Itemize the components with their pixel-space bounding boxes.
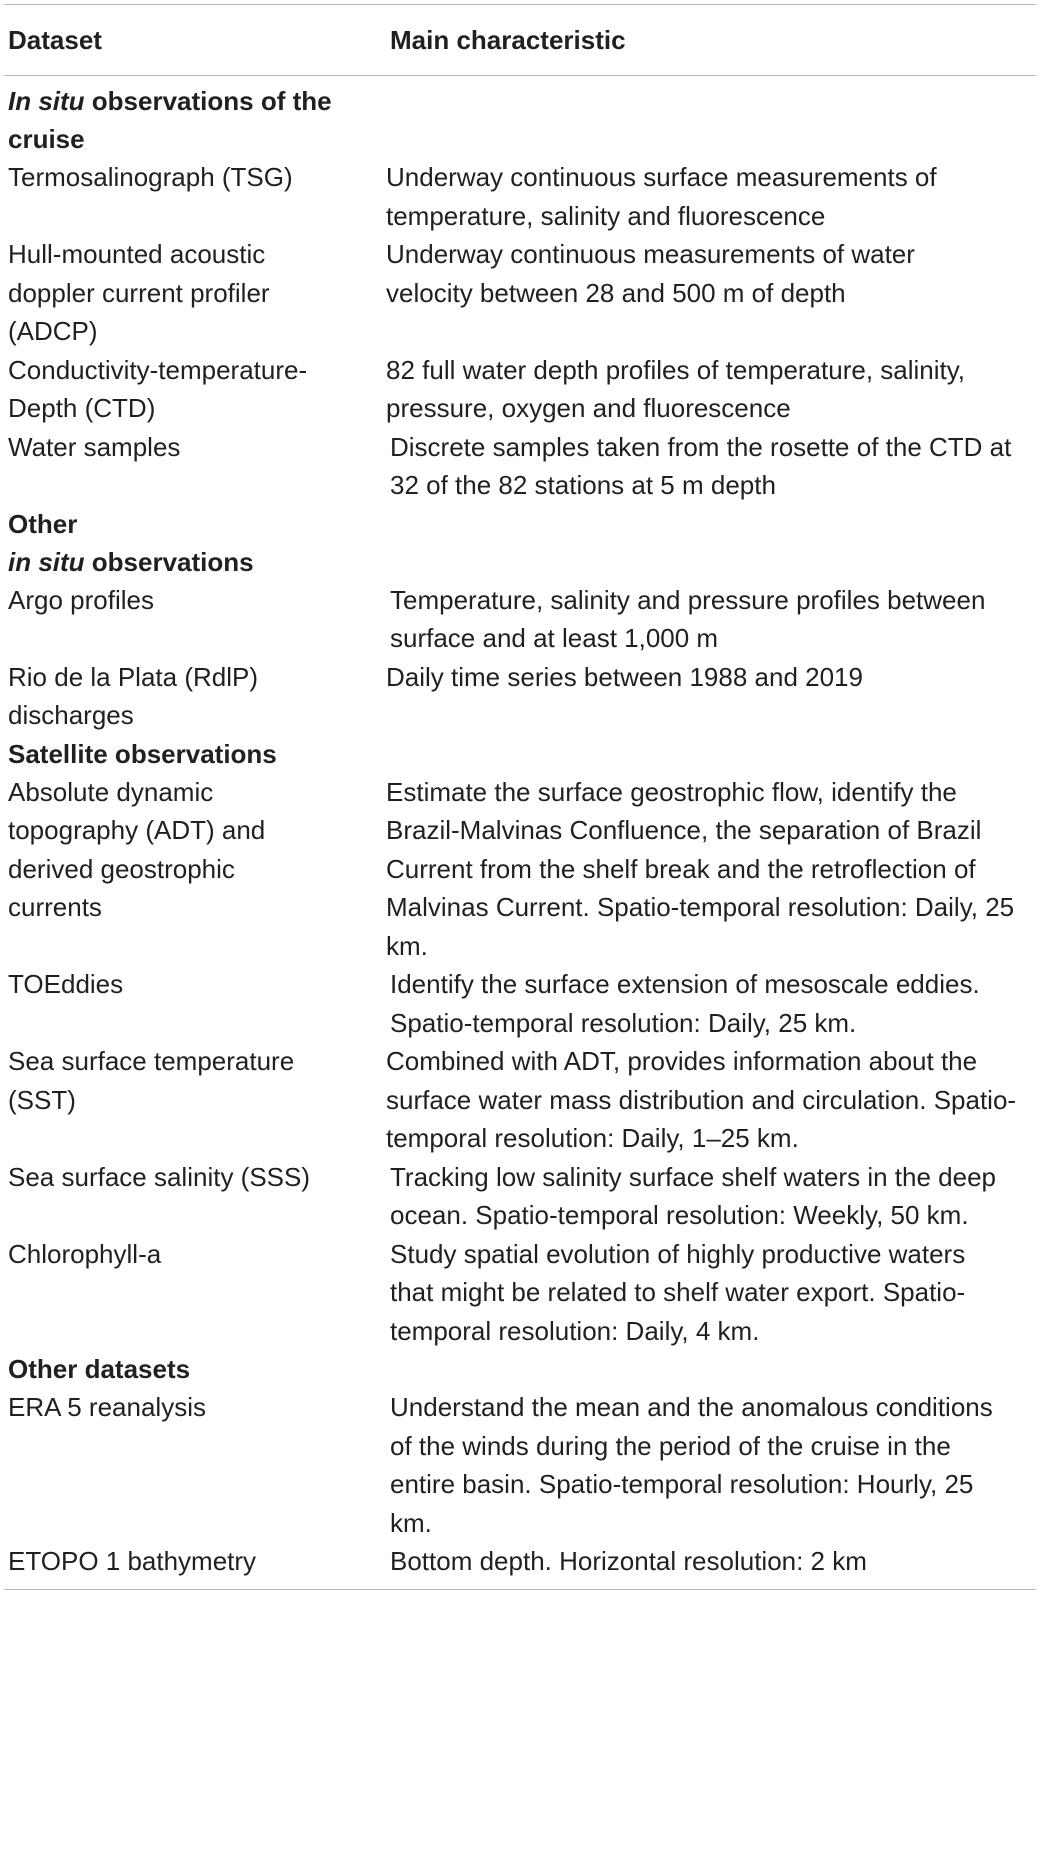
table-row [4, 1042, 1036, 1158]
cell-characteristic: Daily time series between 1988 and 2019 [386, 661, 863, 692]
table-row [4, 773, 1036, 966]
table-body [4, 76, 1036, 1589]
table-row [4, 1388, 1036, 1542]
section-title: Satellite observations [8, 738, 277, 769]
cell-dataset: Termosalinograph (TSG) [8, 162, 293, 192]
section-title-italic: in situ [8, 546, 85, 577]
cell-dataset: Sea surface salinity (SSS) [8, 1161, 311, 1192]
cell-dataset: Conductivity-temperature-Depth (CTD) [8, 354, 308, 423]
table-row [4, 965, 1036, 1042]
bottom-rule [4, 1589, 1036, 1590]
cell-dataset: Sea surface temperature (SST) [8, 1046, 295, 1115]
cell-dataset: ETOPO 1 bathymetry [8, 1546, 257, 1576]
cell-dataset: Chlorophyll-a [8, 1238, 162, 1269]
table-row [4, 658, 1036, 735]
section-heading [4, 505, 1036, 581]
cell-characteristic: Tracking low salinity surface shelf waters in the deep ocean. Spatio-temporal resolution: Weekly, 50 km. [390, 1161, 996, 1230]
table-row [4, 235, 1036, 351]
table-row [4, 1542, 1036, 1581]
cell-characteristic: Identify the surface extension of mesoscale eddies. Spatio-temporal resolution: Daily, 25 km. [390, 969, 980, 1038]
cell-dataset: Hull-mounted acoustic doppler current profiler (ADCP) [8, 239, 270, 346]
cell-dataset: Absolute dynamic topography (ADT) and derived geostrophic currents [8, 776, 266, 922]
cell-dataset: Water samples [8, 431, 181, 462]
table-row [4, 1235, 1036, 1351]
cell-characteristic: Study spatial evolution of highly productive waters that might be related to shelf water export. Spatio-temporal resolution: Daily, 4 km. [390, 1238, 966, 1346]
cell-characteristic: 82 full water depth profiles of temperature, salinity, pressure, oxygen and fluorescence [386, 354, 966, 423]
cell-dataset: Rio de la Plata (RdlP) discharges [8, 661, 258, 730]
table-row [4, 351, 1036, 428]
table-row [4, 158, 1036, 235]
section-heading [4, 82, 1036, 158]
cell-dataset: Argo profiles [8, 584, 154, 615]
table-row [4, 581, 1036, 658]
cell-characteristic: Estimate the surface geostrophic flow, identify the Brazil-Malvinas Confluence, the separation of Brazil Current from the shelf break and the retroflection of Malvinas Current. Spatio-temporal resolution: Daily, 25 km. [386, 776, 1015, 961]
cell-characteristic: Bottom depth. Horizontal resolution: 2 km [390, 1546, 867, 1576]
cell-dataset: TOEddies [8, 969, 124, 999]
section-title-italic: In situ [8, 86, 85, 116]
table-header [4, 5, 1036, 75]
section-title-rest: observations of the cruise [8, 86, 332, 154]
cell-characteristic: Underway continuous measurements of water velocity between 28 and 500 m of depth [386, 239, 915, 308]
cell-characteristic: Temperature, salinity and pressure profiles between surface and at least 1,000 m [390, 584, 986, 653]
section-title-rest: observations [84, 546, 254, 577]
section-title: Other datasets [8, 1354, 191, 1384]
section-heading [4, 735, 1036, 773]
cell-characteristic: Underway continuous surface measurements of temperature, salinity and fluorescence [386, 162, 937, 231]
header-characteristic: Main characteristic [390, 24, 626, 55]
header-dataset: Dataset [8, 24, 102, 55]
cell-characteristic: Discrete samples taken from the rosette of the CTD at 32 of the 82 stations at 5 m depth [390, 431, 1012, 500]
table-row [4, 428, 1036, 505]
table-row [4, 1158, 1036, 1235]
cell-characteristic: Combined with ADT, provides information about the surface water mass distribution and circulation. Spatio-temporal resolution: Daily, 1–25 km. [386, 1046, 1017, 1153]
section-heading [4, 1350, 1036, 1388]
cell-dataset: ERA 5 reanalysis [8, 1392, 206, 1422]
cell-characteristic: Understand the mean and the anomalous conditions of the winds during the period of the cruise in the entire basin. Spatio-temporal resolution: Hourly, 25 km. [390, 1392, 993, 1538]
section-title-pre: Other [8, 508, 78, 539]
datasets-table [4, 0, 1036, 1590]
